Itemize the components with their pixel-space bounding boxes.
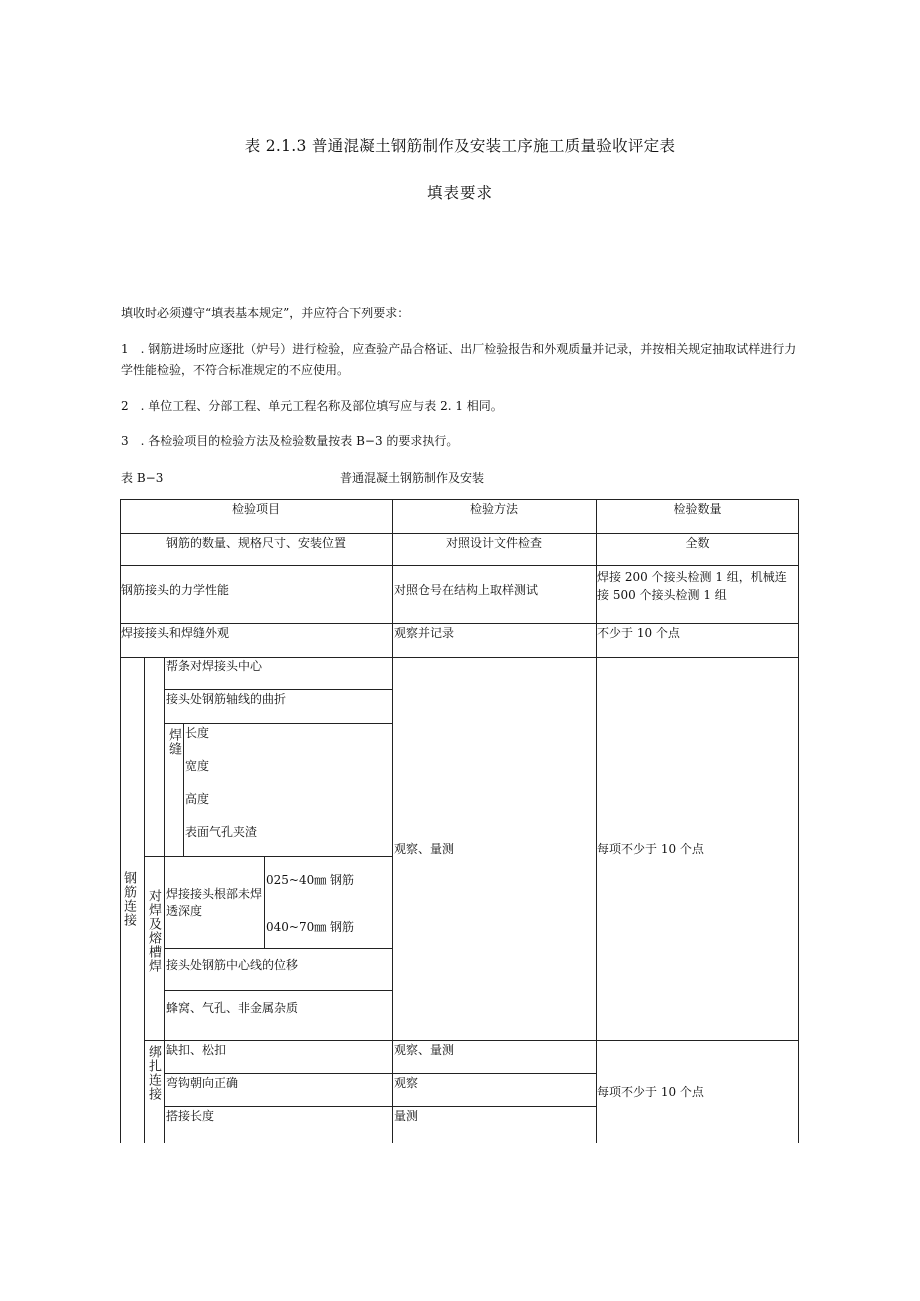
- table-cell: 钢筋接头的力学性能: [121, 583, 230, 597]
- requirement-1: 1 . 钢筋进场时应逐批（炉号）进行检验，应查验产品合格证、出厂检验报告和外观质量并记录，并按相关规定抽取试样进行力学性能检验，不符合标准规定的不应使用。: [121, 342, 797, 377]
- table-cell: 观察、量测: [394, 842, 455, 856]
- group-label-connection: 钢筋连接: [121, 871, 136, 927]
- page-title: 表 2.1.3 普通混凝土钢筋制作及安装工序施工质量验收评定表: [244, 137, 676, 155]
- table-cell: 缺扣、松扣: [166, 1043, 227, 1057]
- requirement-2: 2 . 单位工程、分部工程、单元工程名称及部位填写应与表 2. 1 相同。: [121, 399, 503, 413]
- requirement-3: 3 . 各检验项目的检验方法及检验数量按表 B−3 的要求执行。: [121, 434, 459, 448]
- butt-weld-label: 对焊及熔槽焊: [146, 889, 161, 973]
- table-cell: 弯钩朝向正确: [166, 1076, 239, 1090]
- page-subtitle: 填表要求: [426, 184, 493, 202]
- table-cell: 高度: [185, 792, 210, 806]
- table-cell: 观察、量测: [394, 1043, 455, 1057]
- table-cell: 接头处钢筋轴线的曲折: [166, 692, 287, 706]
- table-cell: 每项不少于 10 个点: [597, 1085, 704, 1099]
- table-cell: 对照设计文件检查: [445, 536, 542, 550]
- inspection-table: [120, 499, 799, 1143]
- table-cell: 全数: [685, 536, 710, 550]
- table-cell: 观察: [394, 1076, 419, 1090]
- table-cell: 对照仓号在结构上取样测试: [394, 583, 539, 597]
- table-cell: 表面气孔夹渣: [185, 825, 258, 839]
- table-cell: 接头处钢筋中心线的位移: [166, 958, 299, 972]
- tie-connection-label: 绑扎连接: [146, 1045, 161, 1101]
- table-cell: 焊接接头根部未焊透深度: [166, 887, 263, 918]
- table-cell: 040~70㎜ 钢筋: [266, 920, 355, 934]
- table-cell: 蜂窝、气孔、非金属杂质: [166, 1001, 299, 1015]
- table-cell: 搭接长度: [166, 1109, 215, 1123]
- table-cell: 焊接接头和焊缝外观: [121, 626, 230, 640]
- header-count: 检验数量: [673, 502, 722, 516]
- table-cell: 宽度: [185, 759, 210, 773]
- header-item: 检验项目: [231, 502, 280, 516]
- table-cell: 帮条对焊接头中心: [166, 659, 263, 673]
- table-cell: 不少于 10 个点: [597, 626, 680, 640]
- header-method: 检验方法: [469, 502, 518, 516]
- table-cell: 每项不少于 10 个点: [597, 842, 704, 856]
- table-cell: 钢筋的数量、规格尺寸、安装位置: [165, 536, 346, 550]
- table-label: 表 B−3: [121, 471, 164, 485]
- table-cell: 量测: [394, 1109, 419, 1123]
- table-cell: 观察并记录: [394, 626, 455, 640]
- table-cell: 025~40㎜ 钢筋: [266, 873, 355, 887]
- table-caption: 普通混凝土钢筋制作及安装: [340, 471, 485, 485]
- intro-text: 填收时必须遵守“填表基本规定”，并应符合下列要求：: [121, 306, 410, 320]
- weld-seam-label: 焊缝: [166, 728, 181, 756]
- table-cell: 焊接 200 个接头检测 1 组，机械连接 500 个接头检测 1 组: [597, 570, 787, 602]
- table-cell: 长度: [185, 726, 210, 740]
